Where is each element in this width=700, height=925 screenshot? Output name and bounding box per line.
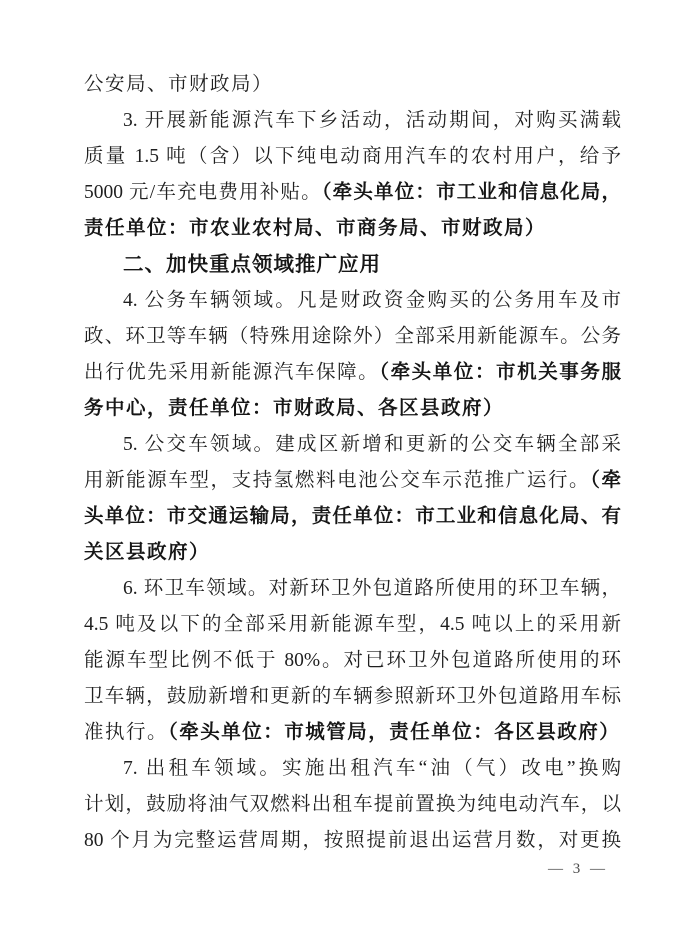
text-line [84,139,621,175]
text-segment: 计划，鼓励将油气双燃料出租车提前置换为纯电动汽车，以 [84,794,621,815]
text-line [84,751,621,787]
responsible-unit-segment: （牵头单位：市机关事务服 [379,362,621,383]
text-segment: 用新能源车型，支持氢燃料电池公交车示范推广运行。 [84,470,591,491]
text-line [84,103,621,139]
responsible-unit-segment: 务中心，责任单位：市财政局、各区县政府） [84,398,505,419]
text-segment: 公安局、市财政局） [84,74,274,95]
responsible-unit-segment: 头单位：市交通运输局，责任单位：市工业和信息化局、有 [84,506,621,527]
text-segment: 4.5 吨及以下的全部采用新能源车型，4.5 吨以上的采用新 [84,614,621,635]
text-line [84,211,621,247]
text-line [84,607,621,643]
responsible-unit-segment: 关区县政府） [84,542,211,563]
responsible-unit-segment: 二、加快重点领域推广应用 [123,253,381,276]
text-line [84,571,621,607]
text-segment: 3. 开展新能源汽车下乡活动，活动期间，对购买满载 [123,110,621,131]
text-segment: 准执行。 [84,722,169,743]
text-segment: 80 个月为完整运营周期，按照提前退出运营月数，对更换 [84,830,621,851]
text-line [84,283,621,319]
text-segment: 政、环卫等车辆（特殊用途除外）全部采用新能源车。公务 [84,326,621,347]
text-segment: 6. 环卫车领域。对新环卫外包道路所使用的环卫车辆， [123,578,621,599]
document-body [84,67,621,859]
text-segment: 能源车型比例不低于 80%。对已环卫外包道路所使用的环 [84,650,621,671]
text-line [84,355,621,391]
text-line [84,679,621,715]
section-heading [84,247,621,283]
text-line [84,787,621,823]
responsible-unit-segment: （牵头单位：市城管局，责任单位：各区县政府） [168,722,621,743]
text-line [84,67,621,103]
text-segment: 卫车辆，鼓励新增和更新的车辆参照新环卫外包道路用车标 [84,686,621,707]
text-line [84,319,621,355]
text-segment: 4. 公务车辆领域。凡是财政资金购买的公务用车及市 [123,290,621,311]
text-line [84,823,621,859]
text-segment: 5000 元/车充电费用补贴。 [84,182,322,203]
text-line [84,391,621,427]
text-segment: 5. 公交车领域。建成区新增和更新的公交车辆全部采 [123,434,621,455]
text-line [84,499,621,535]
page-number: — 3 — [548,861,608,877]
text-line [84,535,621,571]
text-line [84,715,621,751]
responsible-unit-segment: 责任单位：市农业农村局、市商务局、市财政局） [84,218,547,239]
text-segment: 质量 1.5 吨（含）以下纯电动商用汽车的农村用户，给予 [84,146,621,167]
text-line [84,463,621,499]
text-line [84,427,621,463]
responsible-unit-segment: （牵 [590,470,621,491]
responsible-unit-segment: （牵头单位：市工业和信息化局， [321,182,621,203]
text-line [84,175,621,211]
text-line [84,643,621,679]
text-segment: 7. 出租车领域。实施出租汽车“油（气）改电”换购 [123,758,621,779]
text-segment: 出行优先采用新能源汽车保障。 [84,362,380,383]
